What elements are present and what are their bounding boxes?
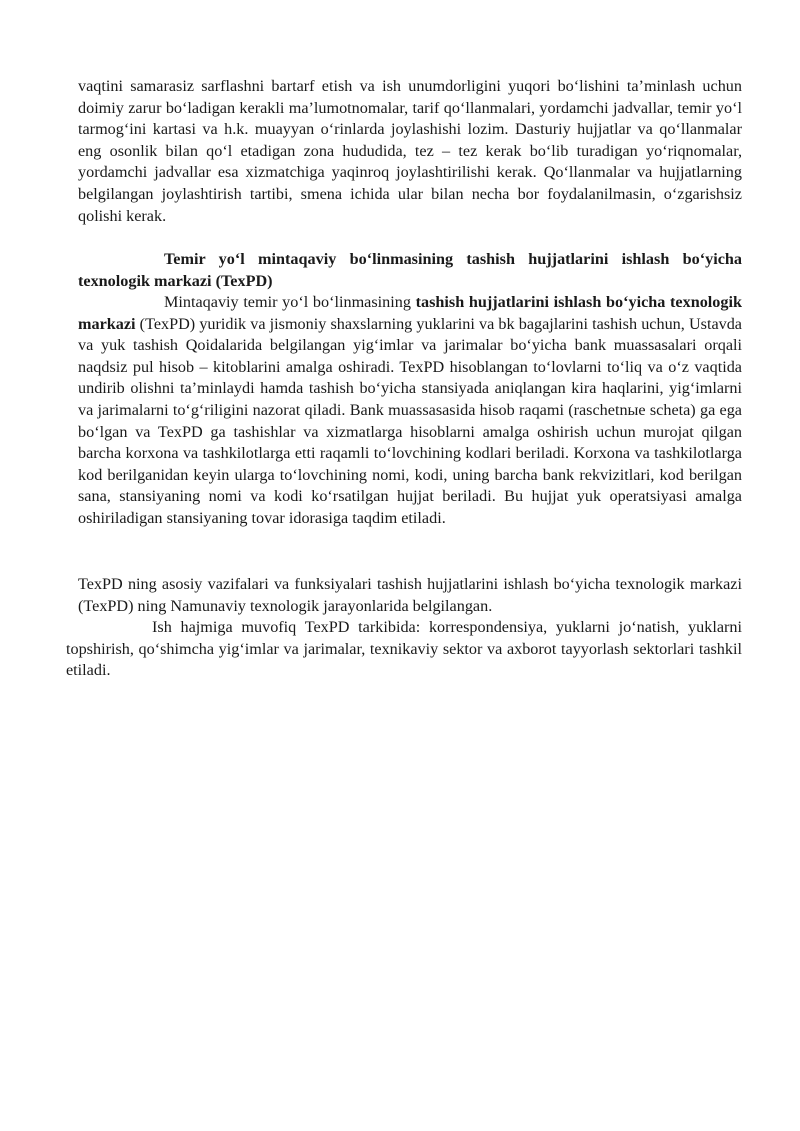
- paragraph-texpd-body-text: (TexPD) yuridik va jismoniy shaxslarning yuklarini va bk bagajlarini tashish uchun, Ustavda va yuk tashish Qoidalarida belgilangan yig‘imlar va jarimalar bo‘yicha bank muassasalari orqali naqdsiz pul hisob – kitoblarini amalga oshiradi. TexPD hisoblangan to‘lovlarni to‘liq va o‘z vaqtida undirib olishni ta’minlaydi hamda tashish bo‘yicha stansiyada aniqlangan kira haqlarini, yig‘imlarni va jarimalarni to‘g‘riligini nazorat qiladi. Bank muassasasida hisob raqami (raschetnые scheta) ga ega bo‘lgan va TexPD ga tashishlar va xizmatlarga hisoblarni amalga oshirish uchun murojat qilgan barcha korxona va tashkilotlarga etti raqamli to‘lovchining kodlari beriladi. Korxona va tashkilotlarga kod berilganidan keyin ularga to‘lovchining nomi, kodi, uning barcha bank rekvizitlari, kod berilgan sana, stansiyaning nomi va kodi ko‘rsatilgan hujjat beriladi. Bu hujjat yuk operatsiyasi amalga oshiriladigan stansiyaning tovar idorasiga taqdim etiladi.: [78, 314, 742, 527]
- paragraph-texpd-description: [78, 292, 742, 530]
- paragraph-texpd-bold-term: tashish hujjatlarini ishlash bo‘yicha texnologik markazi: [78, 293, 742, 333]
- section-heading: Temir yo‘l mintaqaviy bo‘linmasining tashish hujjatlarini ishlash bo‘yicha texnologik markazi (TexPD): [78, 250, 742, 290]
- paragraph-texpd-lead-text: Mintaqaviy temir yo‘l bo‘linmasining: [164, 293, 416, 311]
- paragraph-texpd-sectors: Ish hajmiga muvofiq TexPD tarkibida: korrespondensiya, yuklarni jo‘natish, yuklarni topshirish, qo‘shimcha yig‘imlar va jarimalar, texnikaviy sektor va axborot tayyorlash sektorlari tashkil etiladi.: [66, 618, 742, 680]
- paragraph-texpd-functions: TexPD ning asosiy vazifalari va funksiyalari tashish hujjatlarini ishlash bo‘yicha texnologik markazi (TexPD) ning Namunaviy texnologik jarayonlarida belgilangan.: [78, 575, 742, 615]
- paragraph-reference-materials: vaqtini samarasiz sarflashni bartarf etish va ish unumdorligini yuqori bo‘lishini ta’minlash uchun doimiy zarur bo‘ladigan kerakli ma’lumotnomalar, tarif qo‘llanmalari, yordamchi jadvallar, temir yo‘l tarmog‘ini kartasi va h.k. muayyan o‘rinlarda joylashishi lozim. Dasturiy hujjatlar va qo‘llanmalar eng osonlik bilan qo‘l etadigan zona hududida, tez – tez kerak bo‘lib turadigan yo‘riqnomalar, yordamchi jadvallar esa xizmatchiga yaqinroq joylashtirilishi kerak. Qo‘llanmalar va hujjatlarning belgilangan joylashtirish tartibi, smena ichida ular bilan necha bor foydalanilmasin, o‘zgarishsiz qolishi kerak.: [78, 77, 742, 225]
